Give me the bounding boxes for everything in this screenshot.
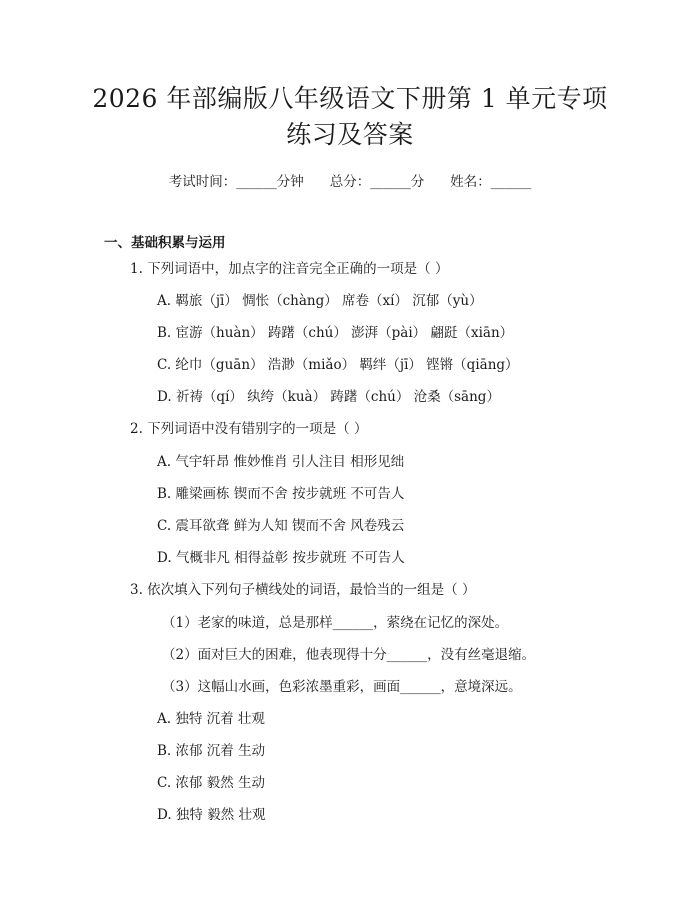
exam-score-field: 总分：______分 [329,174,425,190]
question-3-option-a: A. 独特 沉着 壮观 [157,711,265,727]
page-title-line-1: 2026 年部编版八年级语文下册第 1 单元专项 [92,84,608,113]
question-2-stem: 2. 下列词语中没有错别字的一项是（ ） [130,421,368,437]
question-3-stem: 3. 依次填入下列句子横线处的词语，最恰当的一组是（ ） [130,582,476,598]
question-1-option-d: D. 祈祷（qí） 纨绔（kuà） 踌躇（chú） 沧桑（sāng） [157,389,500,405]
question-1-option-b: B. 宦游（huàn） 踌躇（chú） 澎湃（pài） 翩跹（xiān） [157,325,514,341]
student-name-field: 姓名：______ [450,174,532,190]
question-2-option-d: D. 气概非凡 相得益彰 按步就班 不可告人 [157,550,405,566]
exam-meta [0,170,700,190]
question-2-option-a: A. 气宇轩昂 惟妙惟肖 引人注目 相形见绌 [157,454,405,470]
question-1-option-a: A. 羁旅（jī） 惆怅（chàng） 席卷（xí） 沉郁（yù） [157,293,483,309]
question-3-sentence-1: （1）老家的味道，总是那样______，萦绕在记忆的深处。 [162,615,509,631]
question-3-option-d: D. 独特 毅然 壮观 [157,807,266,823]
question-1-option-c: C. 纶巾（guān） 浩渺（miǎo） 羁绊（jī） 铿锵（qiāng） [157,357,519,373]
question-2-option-c: C. 震耳欲聋 鲜为人知 锲而不舍 风卷残云 [157,518,405,534]
question-3-option-b: B. 浓郁 沉着 生动 [157,743,266,759]
question-3-option-c: C. 浓郁 毅然 生动 [157,775,266,791]
exam-time-field: 考试时间：______分钟 [168,174,304,190]
question-3-sentence-3: （3）这幅山水画，色彩浓墨重彩，画面______，意境深远。 [162,679,522,695]
question-3-sentence-2: （2）面对巨大的困难，他表现得十分______，没有丝毫退缩。 [162,647,536,663]
page-title-line-2: 练习及答案 [286,120,414,149]
question-2-option-b: B. 雕梁画栋 锲而不舍 按步就班 不可告人 [157,486,405,502]
question-1-stem: 1. 下列词语中，加点字的注音完全正确的一项是（ ） [130,261,449,277]
section-heading: 一、基础积累与运用 [104,235,226,251]
